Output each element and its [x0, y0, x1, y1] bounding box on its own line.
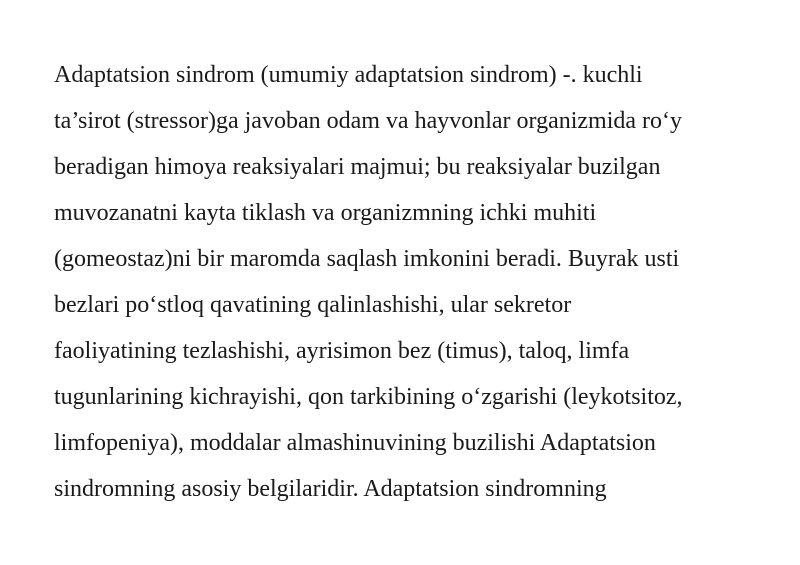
text-line: muvozanatni kayta tiklash va organizmning ichki muhiti [54, 200, 597, 226]
text-line: ta’sirot (stressor)ga javoban odam va hayvonlar organizmida ro‘y [54, 108, 683, 134]
text-line: tugunlarining kichrayishi, qon tarkibining o‘zgarishi (leykotsitoz, [54, 384, 683, 410]
text-line: (gomeostaz)ni bir maromda saqlash imkonini beradi. Buyrak usti [54, 246, 680, 272]
text-line: Adaptatsion sindrom (umumiy adaptatsion sindrom) -. kuchli [54, 62, 643, 88]
text-line: bezlari po‘stloq qavatining qalinlashishi, ular sekretor [54, 292, 572, 318]
text-line: limfopeniya), moddalar almashinuvining buzilishi Adaptatsion [54, 430, 656, 456]
text-line: beradigan himoya reaksiyalari majmui; bu reaksiyalar buzilgan [54, 154, 661, 180]
text-line: faoliyatining tezlashishi, ayrisimon bez (timus), taloq, limfa [54, 338, 630, 364]
text-line: sindromning asosiy belgilaridir. Adaptatsion sindromning [54, 476, 607, 502]
body-paragraph [54, 52, 774, 512]
